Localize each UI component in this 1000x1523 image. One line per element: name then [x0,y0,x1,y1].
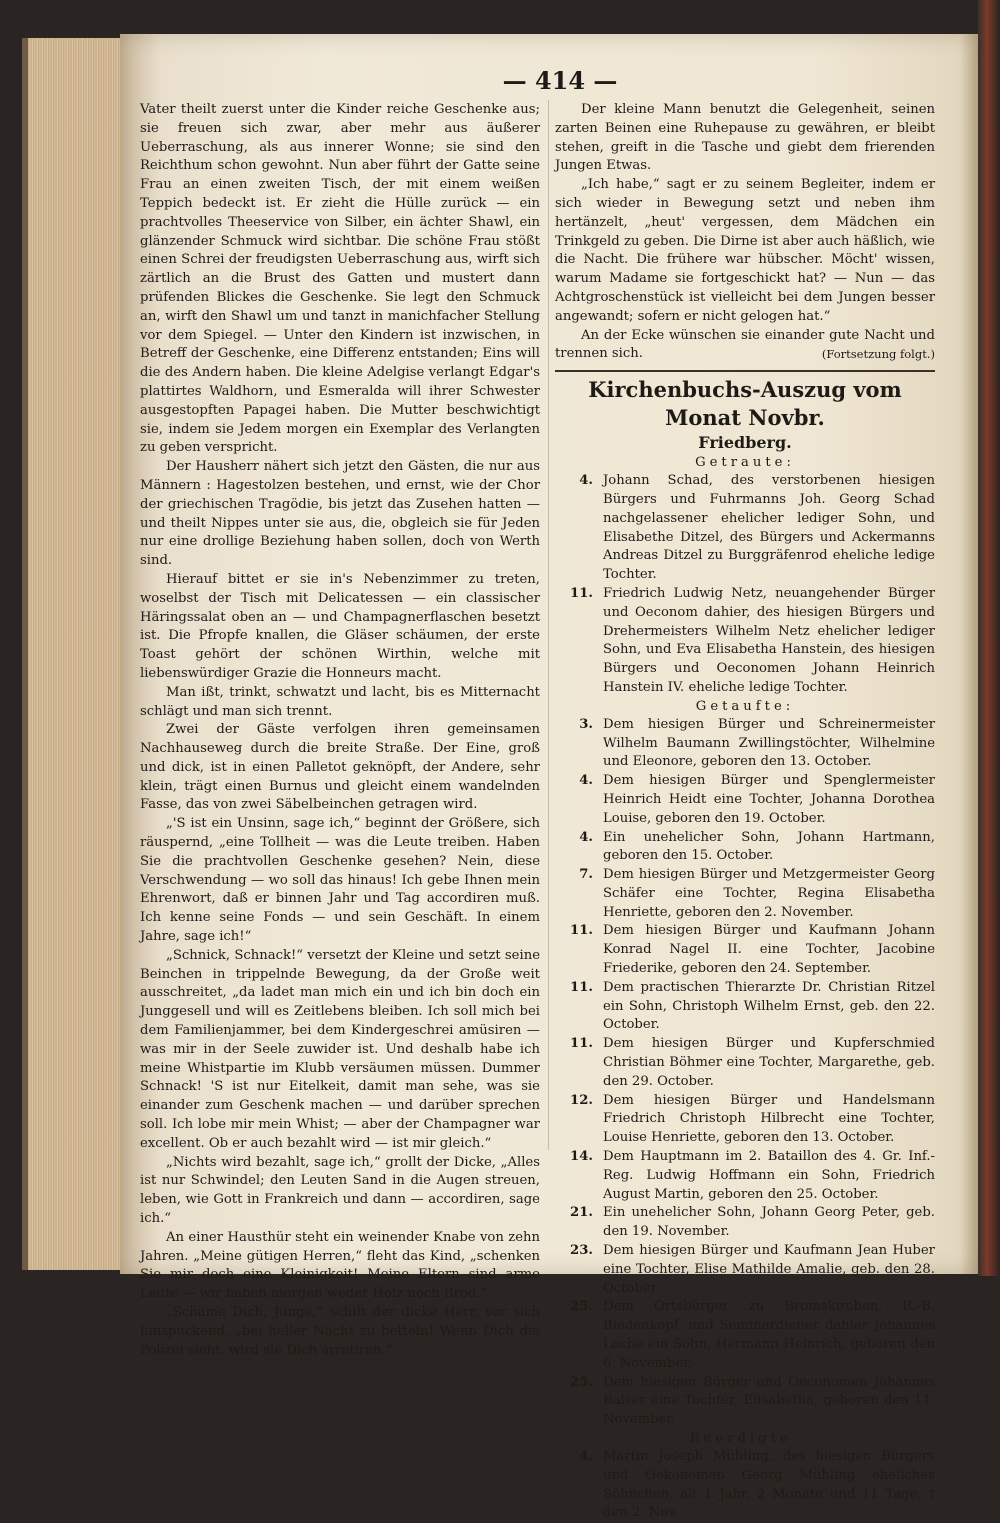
entry-day: 11. [570,979,593,995]
paragraph [555,327,935,365]
entry-text: Friedrich Ludwig Netz, neuangehender Bürger und Oeconom dahier, des hiesigen Bürgers und Drehermeisters Wilhelm Netz ehelicher lediger Sohn, und Eva Elisabetha Hanstein, des hiesigen Bürgers und Oeconomen Johann Heinrich Hanstein IV. eheliche ledige Tochter. [603,585,935,695]
entry-day: 21. [570,1205,593,1221]
entry-day: 11. [570,1036,593,1052]
entry-text: Dem practischen Thierarzte Dr. Christian Ritzel ein Sohn, Christoph Wilhelm Ernst, geb. den 22. October. [603,979,935,1033]
getraute-list [555,472,935,698]
entry-text: Ein unehelicher Sohn, Johann Georg Peter, geb. den 19. November. [603,1205,935,1240]
entry-day: 25. [570,1299,593,1315]
continuation-note: (Fortsetzung folgt.) [821,347,935,362]
register-entry [555,1298,935,1373]
register-entry [555,1204,935,1242]
beerdigte-list [555,1448,935,1523]
register-entry [555,979,935,1035]
entry-text: Dem Hauptmann im 2. Bataillon des 4. Gr. Inf.-Reg. Ludwig Hoffmann ein Sohn, Friedrich August Martin, geboren den 25. October. [603,1149,935,1202]
entry-text: Ein unehelicher Sohn, Johann Hartmann, geboren den 15. October. [603,829,935,864]
register-entry [555,716,935,772]
register-entry [555,829,935,867]
entry-day: 4. [579,829,593,845]
paragraph: „Schäme Dich, Junge,“ schilt der dicke Herr, vor sich hinspuckend, „bei heller Nacht zu betteln! Wenn Dich die Polizei sieht, wird sie Dich arretiren.“ [140,1305,540,1358]
column-divider [548,100,549,1150]
register-entry [555,772,935,828]
paragraph: Zwei der Gäste verfolgen ihren gemeinsamen Nachhauseweg durch die breite Straße. Der Eine, groß und dick, ist in einen Palletot geknöpft, der Andere, sehr klein, trägt einen Burnus und gleicht einem wandelnden Fasse, das von zwei Säbelbeinchen getragen wird. [140,722,540,813]
entry-day: 12. [570,1092,593,1108]
right-column [555,101,935,1523]
entry-text: Dem hiesigen Bürger und Spenglermeister Heinrich Heidt eine Tochter, Johanna Dorothea Louise, geboren den 19. October. [603,773,935,826]
subheading-beerdigte: Beerdigte: [689,1431,801,1446]
entry-day: 7. [579,867,593,883]
entry-text: Dem hiesigen Bürger und Kaufmann Jean Huber eine Tochter, Elise Mathilde Amalie, geb. den 28. October. [603,1243,935,1296]
paragraph: Der Hausherr nähert sich jetzt den Gästen, die nur aus Männern : Hagestolzen bestehen, und ernst, wie der Chor der griechischen Tragödie, bis jetzt das Zusehen hatten — und theilt Nippes unter sie aus, die, obgleich sie für Jeden nur eine drollige Beziehung haben sollen, doch von Werth sind. [140,459,540,569]
paragraph: „Schnick, Schnack!“ versetzt der Kleine und setzt seine Beinchen in trippelnde Bewegung, da der Große weit ausschreitet, „da ladet man mich ein und ich bin doch ein Junggesell und will es Zeitlebens bleiben. Ich soll mich bei dem Familienjammer, bei dem Kindergeschrei amüsiren — was mir in der Seele zuwider ist. Und deshalb habe ich meine Whistpartie im Klubb versäumen müssen. Dummer Schnack! 'S ist nur Eitelkeit, damit man sehe, was sie einander zum Geschenk machen — und darüber sprechen soll. Ich lobe mir mein Whist; — aber der Champagner war excellent. Ob er auch bezahlt wird — ist mir gleich.“ [140,947,540,1151]
paragraph: An einer Hausthür steht ein weinender Knabe von zehn Jahren. „Meine gütigen Herren,“ fleht das Kind, „schenken Sie mir doch eine Kleinigkeit! Meine Eltern sind arme Leute — wir haben morgen weder Holz noch Brod.“ [140,1229,540,1302]
entry-day: 4. [579,773,593,789]
register-entry [555,1374,935,1430]
register-entry [555,1148,935,1204]
register-entry [555,1242,935,1298]
book-binding [978,0,1000,1276]
paragraph-text: An der Ecke wünschen sie einander gute Nacht und trennen sich. [555,327,935,362]
page-number: — 414 — [502,66,618,95]
entry-text: Dem hiesigen Bürger und Oeconomen Johannes Balser eine Tochter, Elisabetha, geboren den 11. November. [603,1374,935,1428]
paragraph: „'S ist ein Unsinn, sage ich,“ beginnt der Größere, sich räuspernd, „eine Tollheit — was die Leute treiben. Haben Sie die prachtvollen Geschenke gesehen? Nein, diese Verschwendung — wo soll das hinaus! Ich gebe Ihnen mein Ehrenwort, daß er binnen Jahr und Tag accordiren muß. Ich kenne seine Fonds — und sein Geschäft. In einem Jahre, sage ich!“ [140,816,540,945]
register-entry [555,1092,935,1148]
paragraph: „Ich habe,“ sagt er zu seinem Begleiter, indem er sich wieder in Bewegung setzt und neben ihm hertänzelt, „heut' vergessen, dem Mädchen ein Trinkgeld zu geben. Die Dirne ist aber auch häßlich, wie die Nacht. Die frühere war hübscher. Möcht' wissen, warum Madame sie fortgeschickt hat? — Nun — das Achtgroschenstück ist vielleicht bei dem Jungen besser angewandt; sofern er nicht gelogen hat.“ [555,177,935,324]
left-column [140,101,540,1360]
getaufte-list [555,716,935,1430]
entry-day: 11. [570,923,593,939]
entry-text: Dem hiesigen Bürger und Kupferschmied Christian Böhmer eine Tochter, Margarethe, geb. den 29. October. [603,1036,935,1089]
entry-text: Johann Schad, des verstorbenen hiesigen Bürgers und Fuhrmanns Joh. Georg Schad nachgelassener ehelicher lediger Sohn, und Elisabethe Ditzel, des Bürgers und Ackermanns Andreas Ditzel zu Burggräfenrod eheliche ledige Tochter. [603,473,935,583]
paragraph: Man ißt, trinkt, schwatzt und lacht, bis es Mitternacht schlägt und man sich trennt. [140,684,540,719]
paragraph: Hierauf bittet er sie in's Nebenzimmer zu treten, woselbst der Tisch mit Delicatessen — ein classischer Häringssalat oben an — und Champagnerflaschen besetzt ist. Die Pfropfe knallen, die Gläser schäumen, der erste Toast gehört der schönen Wirthin, welche mit liebenswürdiger Grazie die Honneurs macht. [140,571,540,681]
paragraph: „Nichts wird bezahlt, sage ich,“ grollt der Dicke, „Alles ist nur Schwindel; den Leuten Sand in die Augen streuen, leben, wie Gott in Frankreich und dann — accordiren, sage ich.“ [140,1154,540,1227]
entry-day: 25. [570,1374,593,1390]
register-entry [555,866,935,922]
entry-day: 23. [570,1243,593,1259]
section-rule [555,370,935,372]
section-title: Kirchenbuchs-Auszug vom Monat Novbr. [588,377,902,431]
entry-day: 4. [579,1449,593,1464]
entry-text: Dem hiesigen Bürger und Metzgermeister Georg Schäfer eine Tochter, Regina Elisabetha Henriette, geboren den 2. November. [603,867,935,920]
register-entry [555,922,935,978]
entry-day: 4. [579,473,593,489]
subheading-getraute: Getraute: [695,455,795,471]
entry-day: 14. [570,1149,593,1165]
subheading-getaufte: Getaufte: [695,698,795,714]
place-heading: Friedberg. [698,433,792,453]
entry-text: Martin Joseph Mühling, des hiesigen Bürgers und Oekonomen Georg Mühling eheliches Söhnchen, alt 1 Jahr, 2 Monate und 11 Tage, † den 2. Nov. [603,1449,935,1521]
entry-day: 3. [579,716,593,732]
paragraph: Der kleine Mann benutzt die Gelegenheit, seinen zarten Beinen eine Ruhepause zu gewähren, er bleibt stehen, greift in die Tasche und giebt dem frierenden Jungen Etwas. [555,102,935,174]
paragraph: Vater theilt zuerst unter die Kinder reiche Geschenke aus; sie freuen sich zwar, aber mehr aus äußerer Ueberraschung, als aus innerer Wonne; sie sind den Reichthum schon gewohnt. Nun aber führt der Gatte seine Frau an einen zweiten Tisch, der mit einem weißen Teppich bedeckt ist. Er zieht die Hülle zurück — ein prachtvolles Theeservice von Silber, ein ächter Shawl, ein glänzender Schmuck wird sichtbar. Die schöne Frau stößt einen Schrei der freudigsten Ueberraschung aus, wirft sich zärtlich an die Brust des Gatten und mustert dann prüfenden Blickes die Geschenke. Sie legt den Schmuck an, wirft den Shawl um und tanzt in manichfacher Stellung vor dem Spiegel. — Unter den Kindern ist inzwischen, in Betreff der Geschenke, eine Differenz entstanden; Eins will die des Andern haben. Die kleine Adelgise verlangt Edgar's plattirtes Waldhorn, und Esmeralda will ihrer Schwester ausgestopften Papagei haben. Die Mutter beschwichtigt sie, indem sie Jedem morgen ein Exemplar des Verlangten zu geben verspricht. [140,102,540,456]
register-entry [555,1035,935,1091]
entry-day: 11. [570,585,593,601]
register-entry [555,585,935,698]
entry-text: Dem hiesigen Bürger und Kaufmann Johann Konrad Nagel II. eine Tochter, Jacobine Friederike, geboren den 24. September. [603,923,935,977]
entry-text: Dem Ortsbürger zu Bromskirchen, R.-B. Biedenkopf, und Seminardiener dahier Johannes Lache ein Sohn, Hermann Heinrich, geboren den 6. November. [603,1299,935,1371]
register-entry [555,472,935,585]
entry-text: Dem hiesigen Bürger und Handelsmann Friedrich Christoph Hilbrecht eine Tochter, Louise Henriette, geboren den 13. October. [603,1092,935,1146]
register-entry [555,1448,935,1523]
book-fore-edge [22,38,122,1270]
entry-text: Dem hiesigen Bürger und Schreinermeister Wilhelm Baumann Zwillingstöchter, Wilhelmine und Eleonore, geboren den 13. October. [603,716,935,770]
